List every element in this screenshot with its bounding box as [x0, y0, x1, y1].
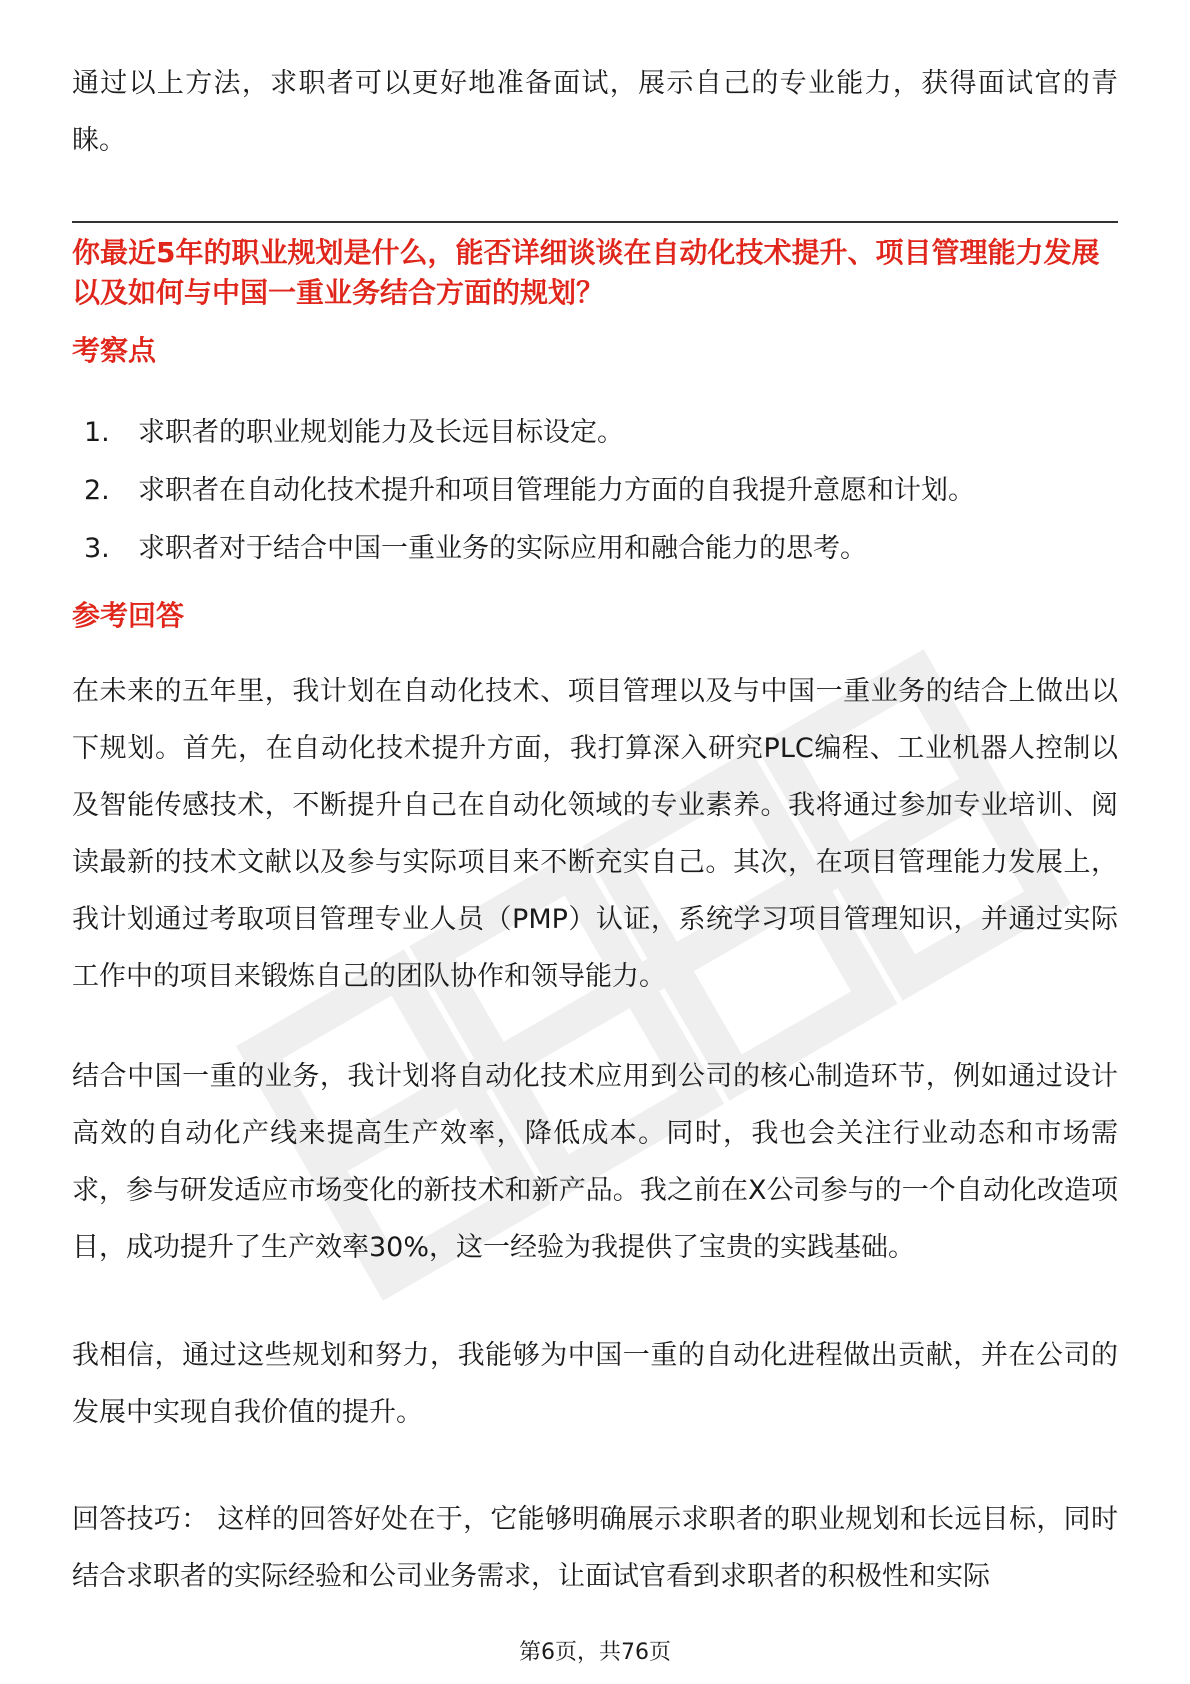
answer-paragraph: 在未来的五年里，我计划在自动化技术、项目管理以及与中国一重业务的结合上做出以下规划。首先，在自动化技术提升方面，我打算深入研究PLC编程、工业机器人控制以及智能传感技术，不断提升自己在自动化领域的专业素养。我将通过参加专业培训、阅读最新的技术文献以及参与实际项目来不断充实自己。其次，在项目管理能力发展上，我计划通过考取项目管理专业人员（PMP）认证，系统学习项目管理知识，并通过实际工作中的项目来锻炼自己的团队协作和领导能力。 — [72, 676, 1118, 992]
question-title: 你最近5年的职业规划是什么，能否详细谈谈在自动化技术提升、项目管理能力发展以及如何与中国一重业务结合方面的规划？ — [72, 236, 1100, 309]
list-number: 3. — [84, 533, 110, 564]
answer-paragraph: 结合中国一重的业务，我计划将自动化技术应用到公司的核心制造环节，例如通过设计高效的自动化产线来提高生产效率，降低成本。同时，我也会关注行业动态和市场需求，参与研发适应市场变化的新技术和新产品。我之前在X公司参与的一个自动化改造项目，成功提升了生产效率30%，这一经验为我提供了宝贵的实践基础。 — [72, 1061, 1118, 1263]
list-text: 求职者对于结合中国一重业务的实际应用和融合能力的思考。 — [138, 533, 867, 564]
list-item — [72, 462, 1118, 520]
points-heading: 考察点 — [72, 334, 157, 367]
list-text: 求职者在自动化技术提升和项目管理能力方面的自我提升意愿和计划。 — [138, 475, 975, 506]
list-item — [72, 404, 1118, 462]
document-page — [72, 0, 1118, 1684]
page-footer: 第6页，共76页 — [519, 1640, 671, 1665]
intro-paragraph: 通过以上方法，求职者可以更好地准备面试，展示自己的专业能力，获得面试官的青睐。 — [72, 68, 1118, 156]
answer-tip: 回答技巧： 这样的回答好处在于，它能够明确展示求职者的职业规划和长远目标，同时结合求职者的实际经验和公司业务需求，让面试官看到求职者的积极性和实际 — [72, 1504, 1118, 1592]
list-text: 求职者的职业规划能力及长远目标设定。 — [138, 417, 624, 448]
list-number: 1. — [84, 417, 110, 448]
answer-paragraph: 我相信，通过这些规划和努力，我能够为中国一重的自动化进程做出贡献，并在公司的发展中实现自我价值的提升。 — [72, 1340, 1118, 1428]
answer-heading: 参考回答 — [72, 599, 185, 632]
list-number: 2. — [84, 475, 110, 506]
list-item — [72, 520, 1118, 578]
section-divider — [72, 221, 1118, 223]
points-list — [72, 404, 1118, 578]
